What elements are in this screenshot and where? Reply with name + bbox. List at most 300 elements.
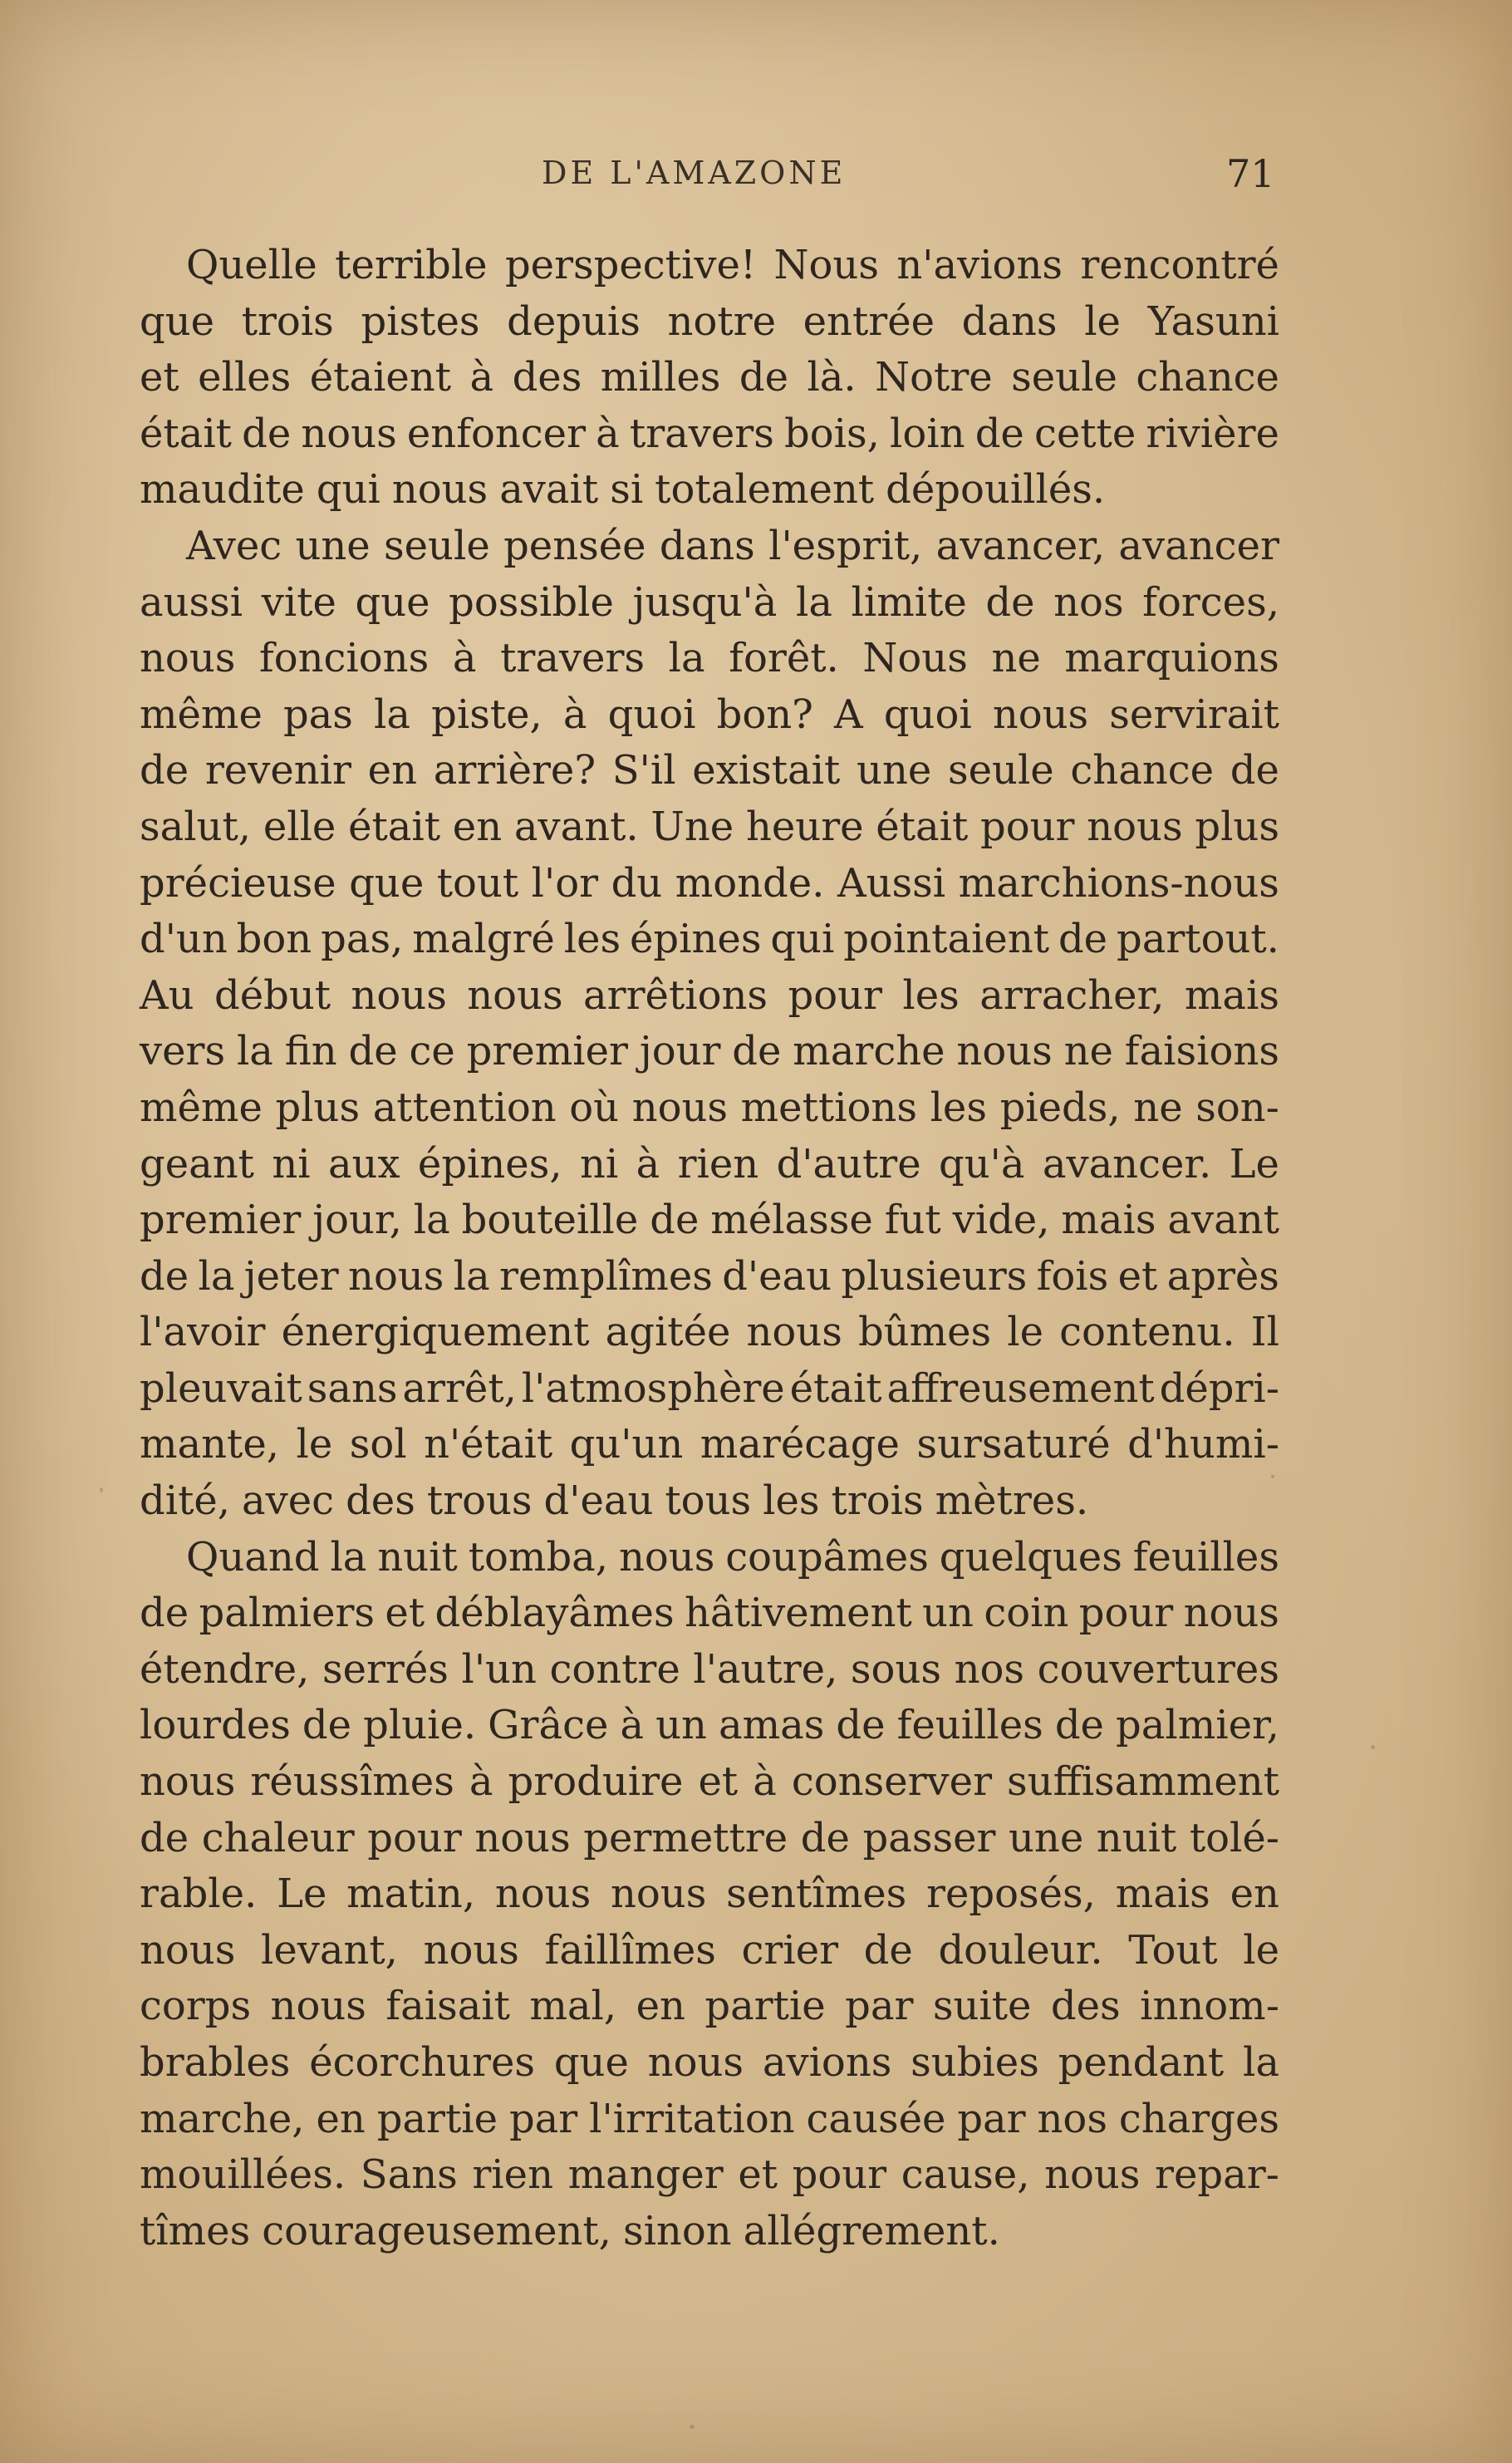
word: n'était: [424, 1421, 553, 1468]
word: travers: [500, 635, 646, 682]
word: du: [611, 859, 663, 907]
text-line: [140, 2204, 1279, 2260]
word: pour: [1078, 1590, 1174, 1637]
word: aux: [327, 1140, 400, 1187]
word: sentîmes: [726, 1871, 907, 1918]
word: la: [198, 1252, 235, 1300]
word: en: [636, 1983, 685, 2030]
word: premier: [140, 1197, 302, 1244]
word: à: [469, 354, 494, 401]
word: Avec: [186, 522, 282, 569]
word: premier: [466, 1028, 628, 1075]
word: à: [620, 1702, 645, 1749]
word: de: [974, 410, 1024, 457]
word: de: [650, 1197, 700, 1244]
word: tolé-: [1189, 1814, 1279, 1861]
word: et: [738, 2151, 778, 2199]
word: de: [739, 354, 788, 401]
word: faisions: [1124, 1028, 1279, 1075]
word: fut: [884, 1197, 941, 1244]
word: n'avions: [896, 242, 1063, 288]
word: que: [349, 859, 425, 907]
word: qui: [770, 916, 835, 963]
word: malgré: [412, 916, 555, 963]
word: amas: [718, 1702, 825, 1749]
word: était: [789, 1364, 882, 1412]
word: étendre,: [140, 1645, 310, 1693]
word: entrée: [803, 297, 935, 345]
word: forces,: [1142, 578, 1279, 626]
word: de: [302, 1702, 352, 1749]
word: repar-: [1155, 2151, 1279, 2199]
word: par: [508, 2095, 578, 2142]
word: à: [636, 1140, 660, 1187]
text-line: [140, 743, 1279, 799]
word: heure: [745, 803, 864, 850]
word: partie: [704, 1983, 826, 2030]
text-line: [140, 912, 1279, 968]
word: bois,: [784, 410, 880, 457]
word: le: [1243, 1926, 1279, 1974]
word: dans: [961, 297, 1058, 345]
word: avant.: [513, 803, 639, 850]
word: et: [140, 354, 179, 401]
text-line: [140, 2035, 1279, 2092]
word: partout.: [1116, 916, 1279, 963]
word: des: [1050, 1983, 1121, 2030]
word: pleuvait: [140, 1364, 302, 1412]
word: avancer,: [935, 522, 1106, 569]
word: nous: [1087, 803, 1183, 850]
word: et: [1117, 1252, 1158, 1300]
word: sursaturé: [916, 1421, 1111, 1468]
word: un: [655, 1702, 707, 1749]
word: début: [214, 971, 331, 1019]
text-line: [140, 462, 1279, 519]
text-line: [140, 856, 1279, 912]
word: S'il: [611, 747, 676, 794]
word: ne: [1063, 1028, 1113, 1075]
text-line: [140, 406, 1279, 463]
word: limite: [851, 578, 967, 626]
word: suite: [932, 1983, 1032, 2030]
word: nous: [956, 1028, 1053, 1075]
word: une: [857, 747, 932, 794]
word: de: [732, 1028, 782, 1075]
word: milles: [600, 354, 721, 401]
word: aussi: [140, 578, 243, 626]
word: dépri-: [1159, 1364, 1279, 1412]
word: sinon: [622, 2207, 732, 2254]
word: qu'un: [569, 1421, 684, 1468]
word: jour,: [312, 1197, 402, 1244]
word: passer: [862, 1814, 996, 1861]
word: plus: [1195, 803, 1279, 850]
text-line: [140, 687, 1279, 744]
paper-speck: [1371, 1745, 1375, 1749]
word: ni: [272, 1140, 311, 1187]
word: marchions-nous: [958, 859, 1279, 907]
word: pour: [367, 1814, 462, 1861]
word: même: [140, 691, 263, 738]
word: terrible: [335, 242, 488, 288]
word: rable.: [140, 1871, 258, 1918]
word: levant,: [260, 1926, 398, 1974]
word: conserver: [791, 1758, 993, 1806]
word: l'avoir: [140, 1309, 266, 1356]
paragraph: [140, 238, 1279, 519]
word: mais: [1184, 971, 1279, 1019]
word: épines,: [417, 1140, 562, 1187]
word: loin: [890, 410, 965, 457]
word: marquions: [1064, 635, 1279, 682]
word: nous: [647, 2039, 744, 2086]
text-line: [140, 799, 1279, 856]
word: le: [1084, 297, 1121, 345]
word: suffisamment: [1007, 1758, 1279, 1806]
word: hâtivement: [684, 1590, 912, 1637]
text-line: [140, 631, 1279, 687]
word: serrés: [322, 1645, 449, 1693]
word: fois: [1036, 1252, 1109, 1300]
word: subies: [911, 2039, 1039, 2086]
word: pieds,: [999, 1084, 1121, 1131]
text-line: [140, 1585, 1279, 1642]
word: agitée: [605, 1309, 731, 1356]
running-title: DE L'AMAZONE: [542, 155, 847, 191]
paragraph: [140, 519, 1279, 1530]
word: nous: [140, 1758, 236, 1806]
word: nous: [618, 1533, 715, 1581]
word: nous: [467, 971, 563, 1019]
word: une: [1009, 1814, 1084, 1861]
word: la: [453, 1252, 490, 1300]
word: corps: [140, 1983, 252, 2030]
word: de: [863, 1926, 913, 1974]
text-line: [140, 1305, 1279, 1361]
word: pistes: [361, 297, 480, 345]
word: mante,: [140, 1421, 279, 1468]
word: quoi: [607, 691, 696, 738]
word: sol: [349, 1421, 407, 1468]
word: jeter: [243, 1252, 339, 1300]
word: elles: [198, 354, 292, 401]
word: rien: [472, 2151, 553, 2199]
word: précieuse: [140, 859, 336, 907]
word: rien: [677, 1140, 759, 1187]
word: par: [845, 1983, 914, 2030]
text-line: [140, 1979, 1279, 2035]
word: geant: [140, 1140, 254, 1187]
word: la: [795, 578, 832, 626]
word: la: [374, 691, 411, 738]
word: revenir: [204, 747, 351, 794]
text-line: [140, 968, 1279, 1025]
word: Il: [1250, 1309, 1279, 1356]
word: plus: [275, 1084, 361, 1131]
word: quelques: [939, 1533, 1122, 1581]
word: vite: [261, 578, 336, 626]
word: par: [957, 2095, 1026, 2142]
word: de: [800, 1814, 850, 1861]
word: à: [596, 410, 620, 457]
word: A: [834, 691, 863, 738]
word: piste,: [431, 691, 542, 738]
word: mélasse: [710, 1197, 873, 1244]
word: nous: [301, 410, 397, 457]
word: bûmes: [857, 1309, 992, 1356]
word: elle: [263, 803, 336, 850]
word: quoi: [883, 691, 972, 738]
word: dans: [659, 522, 755, 569]
word: Grâce: [488, 1702, 609, 1749]
word: la: [413, 1197, 450, 1244]
text-line: [140, 238, 1279, 294]
word: fin: [284, 1028, 337, 1075]
word: coupâmes: [725, 1533, 929, 1581]
word: servirait: [1109, 691, 1279, 738]
body-text: [140, 238, 1279, 2259]
word: faillîmes: [544, 1926, 716, 1974]
word: ce: [409, 1028, 455, 1075]
word: les: [563, 916, 621, 963]
word: seule: [947, 747, 1054, 794]
word: avait: [499, 466, 599, 514]
word: nuit: [1096, 1814, 1177, 1861]
word: Quelle: [186, 242, 317, 288]
word: même: [140, 1084, 263, 1131]
word: possible: [449, 578, 614, 626]
word: remplîmes: [499, 1252, 713, 1300]
word: avec: [242, 1477, 335, 1525]
word: énergiquement: [281, 1309, 590, 1356]
word: en: [1230, 1871, 1279, 1918]
word: nous: [140, 635, 236, 682]
word: partie: [376, 2095, 498, 2142]
paper-speck: [690, 2425, 695, 2429]
word: là.: [807, 354, 857, 401]
word: marche,: [140, 2095, 305, 2142]
word: pas: [282, 691, 353, 738]
text-line: [140, 1811, 1279, 1867]
word: pour: [788, 971, 882, 1019]
word: cause,: [901, 2151, 1030, 2199]
word: des: [346, 1477, 415, 1525]
word: Sans: [360, 2151, 458, 2199]
word: Notre: [875, 354, 993, 401]
word: enfoncer: [406, 410, 587, 457]
word: d'autre: [776, 1140, 921, 1187]
word: nous: [610, 1871, 707, 1918]
word: mais: [1061, 1197, 1156, 1244]
word: rencontré: [1080, 242, 1279, 288]
text-line: [140, 1754, 1279, 1811]
word: pour: [980, 803, 1075, 850]
word: mais: [1115, 1871, 1210, 1918]
word: Quand: [186, 1533, 320, 1581]
word: chaleur: [201, 1814, 355, 1861]
word: nous: [1183, 1590, 1279, 1637]
word: marche: [793, 1028, 945, 1075]
word: pointaient: [843, 916, 1050, 963]
word: d'un: [140, 916, 228, 963]
text-line: [140, 1080, 1279, 1137]
word: qu'à: [939, 1140, 1025, 1187]
word: monde.: [675, 859, 825, 907]
word: manger: [567, 2151, 724, 2199]
word: de: [140, 747, 189, 794]
word: mètres.: [935, 1477, 1089, 1525]
word: dépouillés.: [886, 466, 1106, 514]
word: crier: [741, 1926, 839, 1974]
word: nous: [992, 691, 1089, 738]
text-line: [140, 2092, 1279, 2148]
word: d'eau: [722, 1252, 832, 1300]
word: pas,: [321, 916, 404, 963]
word: arrêtions: [583, 971, 768, 1019]
word: faisait: [385, 1983, 510, 2030]
text-line: [140, 1249, 1279, 1305]
word: palmier,: [1116, 1702, 1279, 1749]
word: la: [1243, 2039, 1279, 2086]
word: salut,: [140, 803, 252, 850]
word: chance: [1070, 747, 1215, 794]
word: seule: [1011, 354, 1117, 401]
word: nous: [1044, 2151, 1141, 2199]
word: déblayâmes: [434, 1590, 675, 1637]
word: pendant: [1058, 2039, 1225, 2086]
word: des: [512, 354, 582, 401]
word: de: [1054, 1702, 1104, 1749]
page-number: 71: [1226, 151, 1275, 196]
word: que: [553, 2039, 629, 2086]
word: nos: [1037, 2095, 1107, 2142]
word: innom-: [1140, 1983, 1279, 2030]
word: seule: [384, 522, 490, 569]
word: un: [922, 1590, 974, 1637]
word: affreusement: [886, 1364, 1155, 1412]
word: courageusement,: [262, 2207, 611, 2254]
word: bon?: [716, 691, 813, 738]
text-line: [140, 1417, 1279, 1473]
word: ni: [579, 1140, 619, 1187]
word: de: [985, 578, 1035, 626]
text-line: [140, 519, 1279, 575]
word: bouteille: [461, 1197, 639, 1244]
word: avancer.: [1042, 1140, 1212, 1187]
word: nous: [746, 1309, 842, 1356]
word: mouillées.: [140, 2151, 346, 2199]
word: une: [295, 522, 371, 569]
text-line: [140, 1698, 1279, 1754]
word: était: [348, 803, 441, 850]
word: charges: [1118, 2095, 1279, 2142]
word: dité,: [140, 1477, 231, 1525]
word: en: [316, 2095, 366, 2142]
word: notre: [667, 297, 776, 345]
word: douleur.: [938, 1926, 1103, 1974]
word: brables: [140, 2039, 291, 2086]
word: produire: [508, 1758, 684, 1806]
word: totalement: [655, 466, 875, 514]
word: couvertures: [1037, 1645, 1279, 1693]
word: le: [1007, 1309, 1043, 1356]
word: nos: [1053, 578, 1124, 626]
word: étaient: [309, 354, 452, 401]
word: trois: [241, 297, 334, 345]
text-line: [140, 1530, 1279, 1586]
word: contenu.: [1059, 1309, 1235, 1356]
text-line: [140, 1923, 1279, 1979]
word: Le: [1229, 1140, 1279, 1187]
word: Au: [140, 971, 194, 1019]
word: Tout: [1128, 1926, 1218, 1974]
word: sous: [850, 1645, 941, 1693]
word: d'humi-: [1127, 1421, 1279, 1468]
text-line: [140, 1137, 1279, 1193]
word: Nous: [773, 242, 879, 288]
text-line: [140, 1192, 1279, 1249]
word: Une: [650, 803, 734, 850]
word: tîmes: [140, 2207, 251, 2254]
text-line: [140, 1866, 1279, 1923]
paragraph: [140, 1530, 1279, 2260]
word: rivière: [1146, 410, 1279, 457]
paper-speck: [1271, 1475, 1274, 1478]
word: attention: [372, 1084, 557, 1131]
text-line: [140, 1024, 1279, 1080]
word: jour: [639, 1028, 721, 1075]
word: d'eau: [543, 1477, 654, 1525]
word: nous: [348, 1252, 444, 1300]
word: cette: [1033, 410, 1136, 457]
word: tout: [436, 859, 519, 907]
word: mettions: [740, 1084, 917, 1131]
text-line: [140, 1642, 1279, 1699]
word: tous: [665, 1477, 752, 1525]
word: le: [296, 1421, 333, 1468]
word: arrêt,: [402, 1364, 517, 1412]
word: de: [836, 1702, 886, 1749]
word: allégrement.: [743, 2207, 1000, 2254]
word: vide,: [952, 1197, 1050, 1244]
word: était: [876, 803, 969, 850]
word: existait: [692, 747, 841, 794]
word: permettre: [583, 1814, 788, 1861]
running-head: [0, 151, 1512, 201]
word: à: [562, 691, 587, 738]
word: à: [753, 1758, 777, 1806]
word: palmiers: [199, 1590, 376, 1637]
word: foncions: [258, 635, 430, 682]
word: de: [140, 1252, 189, 1300]
word: chance: [1136, 354, 1279, 401]
word: trous: [426, 1477, 533, 1525]
word: pensée: [503, 522, 646, 569]
word: les: [930, 1084, 987, 1131]
word: causée: [806, 2095, 946, 2142]
word: qui: [316, 466, 380, 514]
word: épines: [630, 916, 762, 963]
word: que: [355, 578, 430, 626]
word: à: [469, 1758, 493, 1806]
word: trois: [831, 1477, 924, 1525]
word: et: [385, 1590, 425, 1637]
word: reposés,: [926, 1871, 1096, 1918]
word: nos: [954, 1645, 1025, 1693]
word: si: [610, 466, 644, 514]
word: en: [452, 803, 503, 850]
